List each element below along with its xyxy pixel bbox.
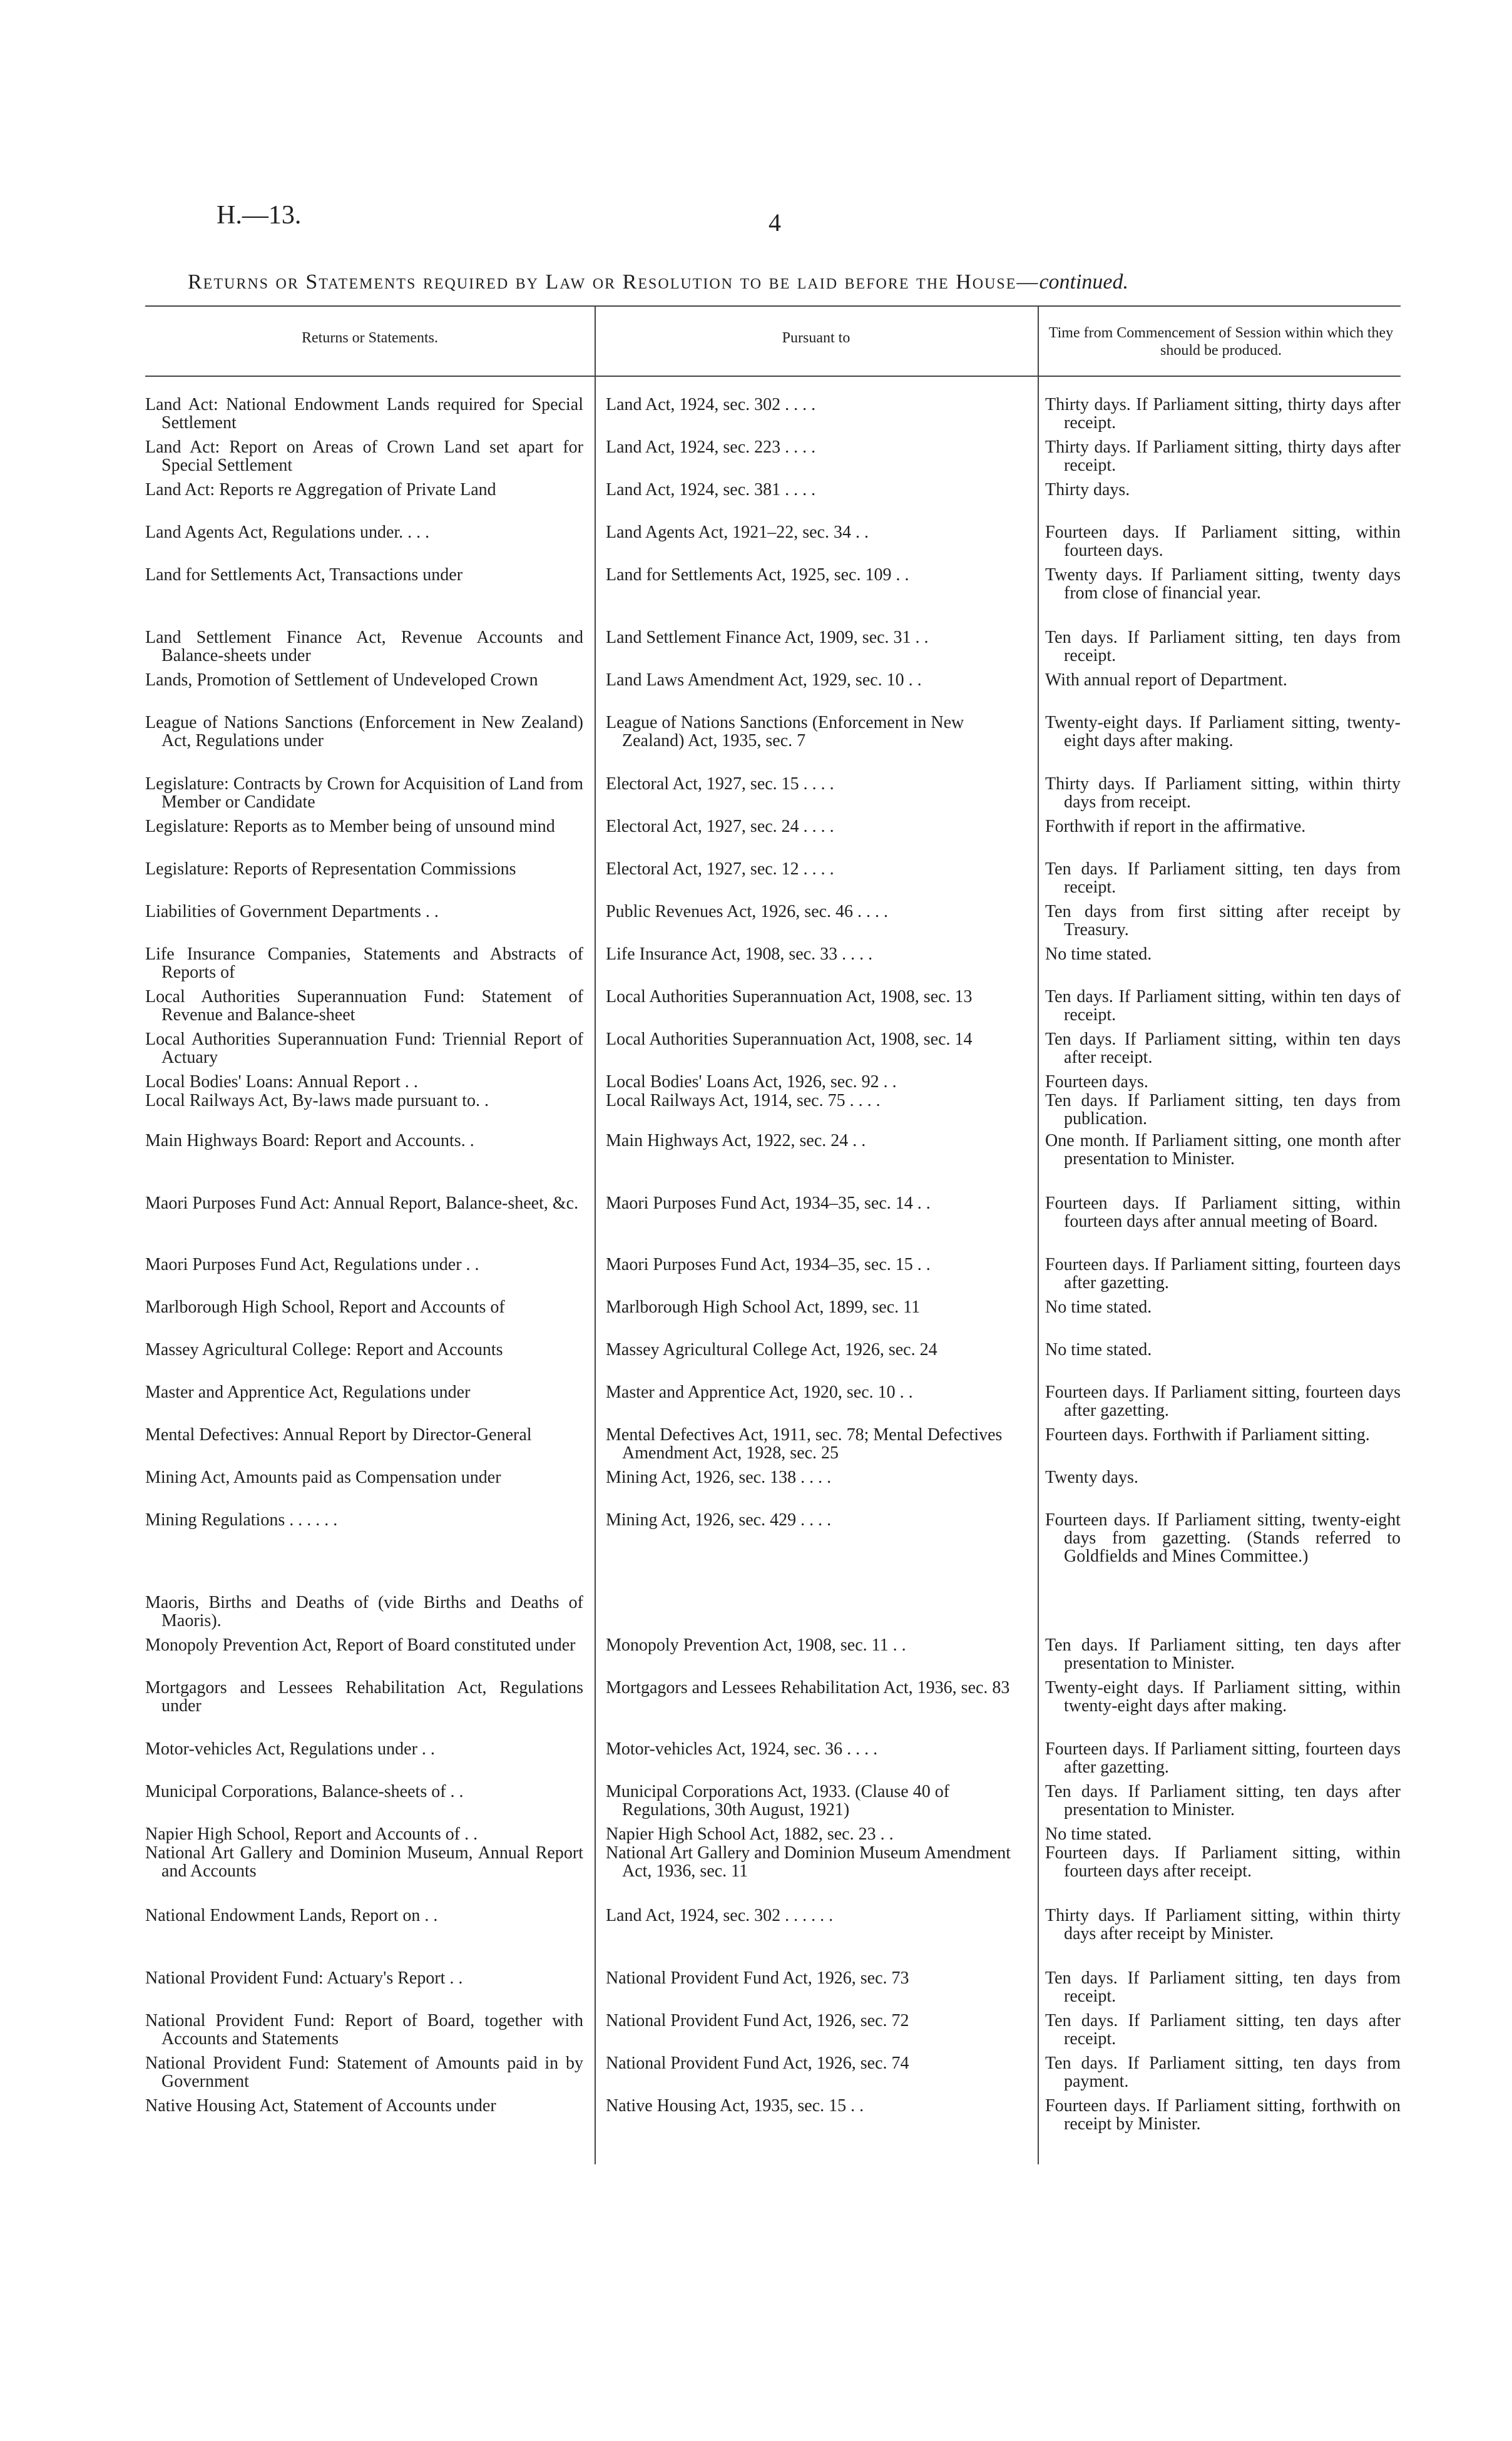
return-statement: Legislature: Reports as to Member being of unsound mind	[145, 817, 555, 836]
pursuant-act: Land Settlement Finance Act, 1909, sec. 31 . .	[606, 628, 929, 647]
time-limit: No time stated.	[1045, 1297, 1152, 1317]
time-limit: Ten days. If Parliament sitting, ten days from receipt.	[1045, 859, 1401, 897]
time-limit: Ten days. If Parliament sitting, ten days from receipt.	[1045, 1968, 1401, 2006]
pursuant-act: Mortgagors and Lessees Rehabilitation Act, 1936, sec. 83	[606, 1678, 1010, 1697]
return-statement: National Provident Fund: Actuary's Report . .	[145, 1968, 463, 1988]
time-limit: Twenty days. If Parliament sitting, twenty days from close of financial year.	[1045, 565, 1401, 603]
return-statement: Land Agents Act, Regulations under. . . .	[145, 523, 430, 542]
time-limit: No time stated.	[1045, 1340, 1152, 1359]
pursuant-act: Motor-vehicles Act, 1924, sec. 36 . . . .	[606, 1739, 878, 1759]
return-statement: Mental Defectives: Annual Report by Director-General	[145, 1425, 532, 1445]
return-statement: Land Act: National Endowment Lands required for Special Settlement	[145, 395, 583, 432]
return-statement: Maori Purposes Fund Act: Annual Report, Balance-sheet, &c.	[145, 1194, 579, 1213]
return-statement: Mortgagors and Lessees Rehabilitation Act, Regulations under	[145, 1678, 583, 1716]
return-statement: Monopoly Prevention Act, Report of Board constituted under	[145, 1635, 576, 1655]
pursuant-act: Native Housing Act, 1935, sec. 15 . .	[606, 2096, 864, 2116]
time-limit: Fourteen days. If Parliament sitting, within fourteen days after receipt.	[1045, 1843, 1401, 1881]
return-statement: Mining Regulations . . . . . .	[145, 1510, 338, 1530]
return-statement: Land for Settlements Act, Transactions under	[145, 565, 463, 585]
time-limit: Thirty days. If Parliament sitting, within thirty days from receipt.	[1045, 774, 1401, 812]
return-statement: National Provident Fund: Report of Board, together with Accounts and Statements	[145, 2011, 583, 2049]
return-statement: National Art Gallery and Dominion Museum, Annual Report and Accounts	[145, 1843, 583, 1881]
time-limit: Ten days. If Parliament sitting, ten days from receipt.	[1045, 628, 1401, 665]
pursuant-act: Land Agents Act, 1921–22, sec. 34 . .	[606, 523, 869, 542]
return-statement: Massey Agricultural College: Report and Accounts	[145, 1340, 503, 1359]
pursuant-act: National Art Gallery and Dominion Museum Amendment Act, 1936, sec. 11	[606, 1843, 1011, 1881]
time-limit: One month. If Parliament sitting, one month after presentation to Minister.	[1045, 1131, 1401, 1169]
return-statement: Land Settlement Finance Act, Revenue Accounts and Balance-sheets under	[145, 628, 583, 665]
time-limit: Forthwith if report in the affirmative.	[1045, 817, 1306, 836]
column-header-time: Time from Commencement of Session within which they should be produced.	[1048, 325, 1394, 359]
pursuant-act: National Provident Fund Act, 1926, sec. 73	[606, 1968, 909, 1988]
time-limit: Twenty days.	[1045, 1468, 1138, 1487]
page-title	[188, 270, 1414, 294]
pursuant-act: Master and Apprentice Act, 1920, sec. 10 . .	[606, 1383, 913, 1402]
time-limit: Thirty days. If Parliament sitting, within thirty days after receipt by Minister.	[1045, 1906, 1401, 1943]
return-statement: Liabilities of Government Departments . .	[145, 902, 439, 921]
header-top-rule	[145, 305, 1401, 307]
pursuant-act: Local Authorities Superannuation Act, 1908, sec. 13	[606, 987, 973, 1006]
pursuant-act: Maori Purposes Fund Act, 1934–35, sec. 15 . .	[606, 1255, 931, 1274]
pursuant-act: Land for Settlements Act, 1925, sec. 109 . .	[606, 565, 909, 585]
pursuant-act: Land Laws Amendment Act, 1929, sec. 10 . .	[606, 670, 922, 690]
time-limit: Ten days. If Parliament sitting, within ten days of receipt.	[1045, 987, 1401, 1025]
pursuant-act: Monopoly Prevention Act, 1908, sec. 11 . .	[606, 1635, 906, 1655]
return-statement: Local Authorities Superannuation Fund: Statement of Revenue and Balance-sheet	[145, 987, 583, 1025]
document-reference: H.—13.	[217, 201, 302, 230]
time-limit: Thirty days. If Parliament sitting, thirty days after receipt.	[1045, 438, 1401, 475]
return-statement: Local Bodies' Loans: Annual Report . .	[145, 1072, 418, 1092]
column-header-pursuant: Pursuant to	[782, 330, 850, 346]
return-statement: National Endowment Lands, Report on . .	[145, 1906, 438, 1925]
return-statement: Land Act: Reports re Aggregation of Private Land	[145, 480, 496, 499]
pursuant-act: National Provident Fund Act, 1926, sec. 74	[606, 2054, 909, 2073]
pursuant-act: Mental Defectives Act, 1911, sec. 78; Mental Defectives Amendment Act, 1928, sec. 25	[606, 1425, 1003, 1463]
time-limit: Twenty-eight days. If Parliament sitting, within twenty-eight days after making.	[1045, 1678, 1401, 1716]
time-limit: Fourteen days. Forthwith if Parliament sitting.	[1045, 1425, 1370, 1445]
time-limit: Ten days. If Parliament sitting, within ten days after receipt.	[1045, 1030, 1401, 1067]
pursuant-act: Life Insurance Act, 1908, sec. 33 . . . .	[606, 944, 873, 964]
time-limit: Thirty days.	[1045, 480, 1130, 499]
time-limit: Fourteen days. If Parliament sitting, fourteen days after gazetting.	[1045, 1383, 1401, 1420]
pursuant-act: Electoral Act, 1927, sec. 15 . . . .	[606, 774, 834, 794]
pursuant-act: Massey Agricultural College Act, 1926, sec. 24	[606, 1340, 937, 1359]
pursuant-act: Local Railways Act, 1914, sec. 75 . . . .	[606, 1091, 881, 1110]
time-limit: No time stated.	[1045, 1824, 1152, 1844]
pursuant-act: Mining Act, 1926, sec. 429 . . . .	[606, 1510, 832, 1530]
title-main: Returns or Statements required by Law or Resolution to be laid before the House—	[188, 270, 1040, 294]
column-divider-1	[595, 305, 596, 2164]
return-statement: Marlborough High School, Report and Accounts of	[145, 1297, 505, 1317]
return-statement: League of Nations Sanctions (Enforcement in New Zealand) Act, Regulations under	[145, 713, 583, 750]
time-limit: Ten days from first sitting after receipt by Treasury.	[1045, 902, 1401, 939]
pursuant-act: Main Highways Act, 1922, sec. 24 . .	[606, 1131, 866, 1150]
return-statement: Legislature: Reports of Representation Commissions	[145, 859, 516, 879]
pursuant-act: National Provident Fund Act, 1926, sec. 72	[606, 2011, 909, 2030]
return-statement: Napier High School, Report and Accounts of . .	[145, 1824, 478, 1844]
time-limit: Ten days. If Parliament sitting, ten days from publication.	[1045, 1091, 1401, 1128]
return-statement: Master and Apprentice Act, Regulations under	[145, 1383, 471, 1402]
pursuant-act: Mining Act, 1926, sec. 138 . . . .	[606, 1468, 832, 1487]
time-limit: No time stated.	[1045, 944, 1152, 964]
return-statement: Local Railways Act, By-laws made pursuant to. .	[145, 1091, 489, 1110]
time-limit: Fourteen days. If Parliament sitting, fourteen days after gazetting.	[1045, 1255, 1401, 1292]
time-limit: Fourteen days. If Parliament sitting, forthwith on receipt by Minister.	[1045, 2096, 1401, 2134]
time-limit: Fourteen days. If Parliament sitting, within fourteen days after annual meeting of Board.	[1045, 1194, 1401, 1231]
return-statement: Maori Purposes Fund Act, Regulations under . .	[145, 1255, 479, 1274]
column-divider-2	[1038, 305, 1039, 2164]
time-limit: Fourteen days. If Parliament sitting, within fourteen days.	[1045, 523, 1401, 560]
return-statement: Main Highways Board: Report and Accounts. .	[145, 1131, 474, 1150]
pursuant-act: Local Authorities Superannuation Act, 1908, sec. 14	[606, 1030, 973, 1049]
return-statement: Legislature: Contracts by Crown for Acquisition of Land from Member or Candidate	[145, 774, 583, 812]
pursuant-act: Land Act, 1924, sec. 302 . . . . . .	[606, 1906, 834, 1925]
time-limit: Twenty-eight days. If Parliament sitting, twenty-eight days after making.	[1045, 713, 1401, 750]
time-limit: Ten days. If Parliament sitting, ten days after receipt.	[1045, 2011, 1401, 2049]
pursuant-act: Land Act, 1924, sec. 223 . . . .	[606, 438, 816, 457]
header-bottom-rule	[145, 376, 1401, 377]
pursuant-act: Public Revenues Act, 1926, sec. 46 . . . .	[606, 902, 889, 921]
time-limit: Fourteen days. If Parliament sitting, fourteen days after gazetting.	[1045, 1739, 1401, 1777]
return-statement: National Provident Fund: Statement of Amounts paid in by Government	[145, 2054, 583, 2091]
time-limit: Fourteen days.	[1045, 1072, 1148, 1092]
pursuant-act: Napier High School Act, 1882, sec. 23 . .	[606, 1824, 894, 1844]
pursuant-act: Municipal Corporations Act, 1933. (Clause 40 of Regulations, 30th August, 1921)	[606, 1782, 950, 1819]
time-limit: Thirty days. If Parliament sitting, thirty days after receipt.	[1045, 395, 1401, 432]
return-statement: Life Insurance Companies, Statements and Abstracts of Reports of	[145, 944, 583, 982]
return-statement: Lands, Promotion of Settlement of Undeveloped Crown	[145, 670, 538, 690]
pursuant-act: Land Act, 1924, sec. 302 . . . .	[606, 395, 816, 414]
pursuant-act: Electoral Act, 1927, sec. 24 . . . .	[606, 817, 834, 836]
time-limit: With annual report of Department.	[1045, 670, 1287, 690]
time-limit: Ten days. If Parliament sitting, ten days after presentation to Minister.	[1045, 1782, 1401, 1819]
pursuant-act: Marlborough High School Act, 1899, sec. 11	[606, 1297, 921, 1317]
pursuant-act: Electoral Act, 1927, sec. 12 . . . .	[606, 859, 834, 879]
title-continued: continued.	[1039, 270, 1129, 294]
time-limit: Fourteen days. If Parliament sitting, twenty-eight days from gazetting. (Stands referred to Goldfields and Mines Committee.)	[1045, 1510, 1401, 1566]
pursuant-act: League of Nations Sanctions (Enforcement in New Zealand) Act, 1935, sec. 7	[606, 713, 964, 750]
page-number: 4	[769, 208, 781, 237]
return-statement: Motor-vehicles Act, Regulations under . .	[145, 1739, 435, 1759]
column-header-returns: Returns or Statements.	[302, 330, 438, 346]
return-statement: Maoris, Births and Deaths of (vide Births and Deaths of Maoris).	[145, 1593, 583, 1630]
return-statement: Mining Act, Amounts paid as Compensation under	[145, 1468, 501, 1487]
pursuant-act: Land Act, 1924, sec. 381 . . . .	[606, 480, 816, 499]
return-statement: Native Housing Act, Statement of Accounts under	[145, 2096, 496, 2116]
time-limit: Ten days. If Parliament sitting, ten days from payment.	[1045, 2054, 1401, 2091]
pursuant-act: Local Bodies' Loans Act, 1926, sec. 92 . .	[606, 1072, 897, 1092]
time-limit: Ten days. If Parliament sitting, ten days after presentation to Minister.	[1045, 1635, 1401, 1673]
return-statement: Municipal Corporations, Balance-sheets of . .	[145, 1782, 464, 1801]
return-statement: Land Act: Report on Areas of Crown Land set apart for Special Settlement	[145, 438, 583, 475]
pursuant-act: Maori Purposes Fund Act, 1934–35, sec. 14 . .	[606, 1194, 931, 1213]
return-statement: Local Authorities Superannuation Fund: Triennial Report of Actuary	[145, 1030, 583, 1067]
